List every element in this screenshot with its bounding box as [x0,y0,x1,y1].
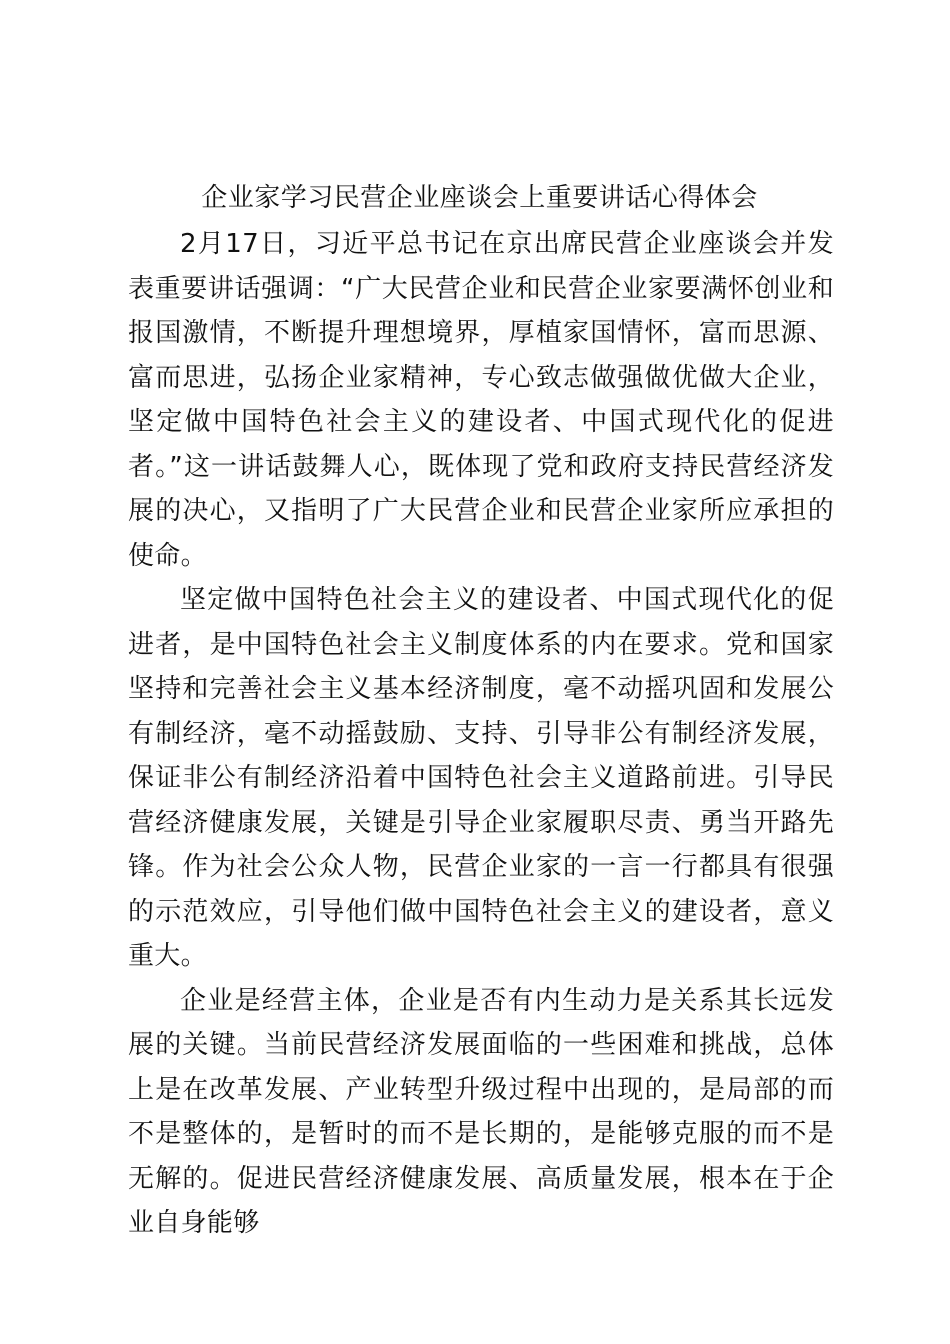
paragraph-3: 企业是经营主体，企业是否有内生动力是关系其长远发展的关键。当前民营经济发展面临的一些困难和挑战，总体上是在改革发展、产业转型升级过程中出现的，是局部的而不是整体的，是暂时的而不是长期的，是能够克服的而不是无解的。促进民营经济健康发展、高质量发展，根本在于企业自身能够 [128,985,834,1238]
paragraph-2: 坚定做中国特色社会主义的建设者、中国式现代化的促进者，是中国特色社会主义制度体系的内在要求。党和国家坚持和完善社会主义基本经济制度，毫不动摇巩固和发展公有制经济，毫不动摇鼓励、支持、引导非公有制经济发展，保证非公有制经济沿着中国特色社会主义道路前进。引导民营经济健康发展，关键是引导企业家履职尽责、勇当开路先锋。作为社会公众人物，民营企业家的一言一行都具有很强的示范效应，引导他们做中国特色社会主义的建设者，意义重大。 [128,585,834,971]
document-title: 企业家学习民营企业座谈会上重要讲话心得体会 [201,183,758,213]
paragraph-1: 2月17日，习近平总书记在京出席民营企业座谈会并发表重要讲话强调：“广大民营企业和民营企业家要满怀创业和报国激情，不断提升理想境界，厚植家国情怀，富而思源、富而思进，弘扬企业家精神，专心致志做强做优做大企业，坚定做中国特色社会主义的建设者、中国式现代化的促进者。”这一讲话鼓舞人心，既体现了党和政府支持民营经济发展的决心，又指明了广大民营企业和民营企业家所应承担的使命。 [128,229,834,571]
document-body [128,222,834,1246]
